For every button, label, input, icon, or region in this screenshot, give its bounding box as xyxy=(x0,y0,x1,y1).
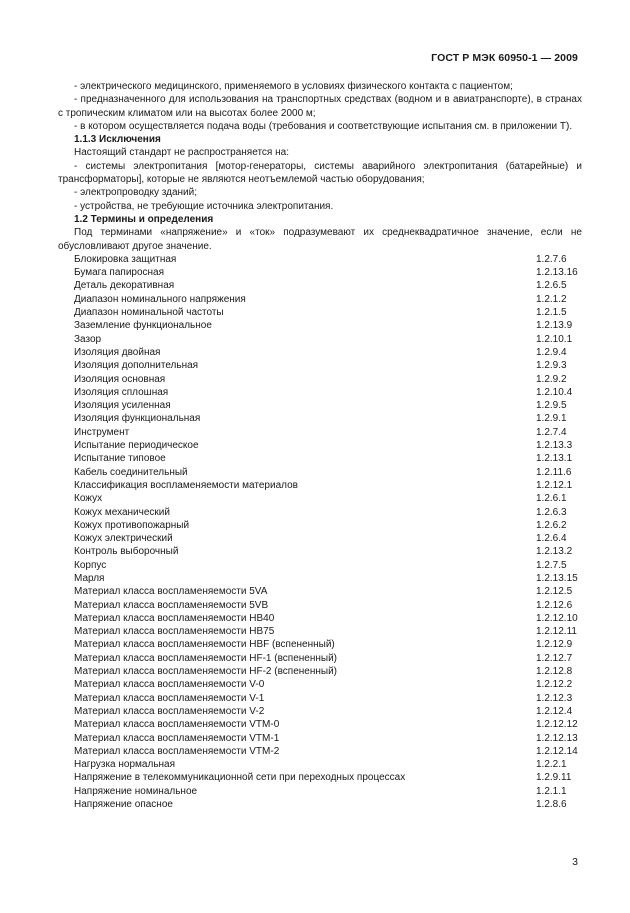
term-row xyxy=(58,545,582,558)
term-reference: 1.2.13.2 xyxy=(536,546,573,558)
term-reference: 1.2.12.4 xyxy=(536,705,573,717)
intro-paragraph-2: - предназначенного для использования на транспортных средствах (водном и в авиатранспорте), в странах с тропическим климатом или на высотах более 2000 м; xyxy=(58,94,582,119)
term-reference: 1.2.9.1 xyxy=(536,413,567,425)
term-row xyxy=(58,638,582,651)
term-name: Бумага папиросная xyxy=(74,267,165,279)
term-name: Материал класса воспламеняемости HB40 xyxy=(74,612,275,624)
term-name: Инструмент xyxy=(74,426,130,438)
page-number: 3 xyxy=(572,856,578,868)
term-row xyxy=(58,758,582,771)
term-row xyxy=(58,492,582,505)
term-row xyxy=(58,439,582,452)
intro-paragraph-1: - электрического медицинского, применяемого в условиях физического контакта с пациентом; xyxy=(74,81,513,92)
term-name: Материал класса воспламеняемости V-2 xyxy=(74,705,265,717)
term-reference: 1.2.12.14 xyxy=(536,745,578,757)
term-reference: 1.2.11.6 xyxy=(536,466,572,478)
term-reference: 1.2.9.4 xyxy=(536,346,567,358)
term-row xyxy=(58,426,582,439)
term-name: Диапазон номинального напряжения xyxy=(74,293,246,305)
term-name: Материал класса воспламеняемости VTM-0 xyxy=(74,719,280,731)
term-name: Контроль выборочный xyxy=(74,546,179,558)
term-row xyxy=(58,572,582,585)
term-reference: 1.2.12.8 xyxy=(536,666,573,678)
term-reference: 1.2.9.11 xyxy=(536,772,572,784)
term-name: Материал класса воспламеняемости VTM-2 xyxy=(74,745,280,757)
term-row xyxy=(58,785,582,798)
term-reference: 1.2.6.3 xyxy=(536,506,567,518)
term-row xyxy=(58,798,582,811)
term-row xyxy=(58,705,582,718)
exclusions-paragraph-3: - электропроводку зданий; xyxy=(74,187,197,199)
term-row xyxy=(58,652,582,665)
term-reference: 1.2.10.4 xyxy=(536,386,573,398)
term-name: Материал класса воспламеняемости 5VA xyxy=(74,586,268,598)
term-reference: 1.2.9.3 xyxy=(536,360,567,372)
term-reference: 1.2.13.15 xyxy=(536,572,578,584)
term-reference: 1.2.7.4 xyxy=(536,426,567,438)
term-name: Изоляция основная xyxy=(74,373,166,385)
term-row xyxy=(58,718,582,731)
term-row xyxy=(58,599,582,612)
exclusions-paragraph-2: - системы электропитания [мотор-генераторы, системы аварийного электропитания (батарейные) и трансформаторы], которые не являются неотъемлемой частью оборудования; xyxy=(58,160,582,186)
term-row xyxy=(58,665,582,678)
term-reference: 1.2.12.13 xyxy=(536,732,578,744)
term-row xyxy=(58,506,582,519)
term-reference: 1.2.6.2 xyxy=(536,519,567,531)
term-row xyxy=(58,466,582,479)
term-reference: 1.2.13.16 xyxy=(536,267,578,279)
term-reference: 1.2.13.1 xyxy=(536,453,573,465)
term-reference: 1.2.9.5 xyxy=(536,400,567,412)
term-reference: 1.2.2.1 xyxy=(536,759,567,771)
term-row xyxy=(58,346,582,359)
term-name: Испытание типовое xyxy=(74,453,166,465)
term-name: Напряжение номинальное xyxy=(74,785,198,797)
term-reference: 1.2.7.6 xyxy=(536,253,567,265)
exclusions-paragraph-1: Настоящий стандарт не распространяется на: xyxy=(74,147,289,159)
term-reference: 1.2.10.1 xyxy=(536,333,573,345)
term-row xyxy=(58,732,582,745)
term-name: Материал класса воспламеняемости HF-1 (вспененный) xyxy=(74,652,337,664)
term-row xyxy=(58,319,582,332)
term-reference: 1.2.13.9 xyxy=(536,320,573,332)
term-name: Нагрузка нормальная xyxy=(74,759,176,771)
term-name: Диапазон номинальной частоты xyxy=(74,307,224,319)
term-reference: 1.2.1.2 xyxy=(536,293,567,305)
section-heading-terms: 1.2 Термины и определения xyxy=(74,213,214,225)
term-reference: 1.2.7.5 xyxy=(536,559,567,571)
terms-intro-paragraph: Под терминами «напряжение» и «ток» подразумевают их среднеквадратичное значение, если не обусловливают другое значение. xyxy=(58,227,582,252)
term-row xyxy=(58,519,582,532)
term-name: Корпус xyxy=(74,559,107,571)
term-reference: 1.2.12.10 xyxy=(536,612,578,624)
term-reference: 1.2.13.3 xyxy=(536,440,573,452)
term-reference: 1.2.9.2 xyxy=(536,373,567,385)
term-reference: 1.2.12.9 xyxy=(536,639,573,651)
term-row xyxy=(58,771,582,784)
term-row xyxy=(58,532,582,545)
term-row xyxy=(58,306,582,319)
term-row xyxy=(58,399,582,412)
term-reference: 1.2.1.5 xyxy=(536,307,567,319)
terms-index-list xyxy=(58,253,582,811)
term-row xyxy=(58,692,582,705)
term-row xyxy=(58,559,582,572)
term-reference: 1.2.12.7 xyxy=(536,652,573,664)
term-name: Изоляция сплошная xyxy=(74,386,169,398)
term-row xyxy=(58,386,582,399)
term-row xyxy=(58,625,582,638)
term-row xyxy=(58,585,582,598)
term-reference: 1.2.12.2 xyxy=(536,679,573,691)
term-row xyxy=(58,745,582,758)
term-name: Изоляция дополнительная xyxy=(74,360,199,372)
term-name: Блокировка защитная xyxy=(74,253,177,265)
term-name: Кожух xyxy=(74,493,103,505)
term-row xyxy=(58,452,582,465)
term-row xyxy=(58,412,582,425)
term-reference: 1.2.12.3 xyxy=(536,692,573,704)
term-row xyxy=(58,373,582,386)
term-name: Испытание периодическое xyxy=(74,440,199,452)
intro-paragraph-3: - в котором осуществляется подача воды (требования и соответствующие испытания см. в приложении Т). xyxy=(74,120,573,132)
term-reference: 1.2.12.11 xyxy=(536,626,577,638)
term-reference: 1.2.6.5 xyxy=(536,280,567,292)
term-name: Зазор xyxy=(74,333,102,345)
term-reference: 1.2.12.12 xyxy=(536,719,578,731)
term-name: Изоляция усиленная xyxy=(74,400,171,412)
term-row xyxy=(58,359,582,372)
term-name: Классификация воспламеняемости материалов xyxy=(74,479,298,491)
term-reference: 1.2.12.1 xyxy=(536,479,573,491)
term-reference: 1.2.8.6 xyxy=(536,799,567,811)
term-name: Материал класса воспламеняемости V-1 xyxy=(74,692,265,704)
term-name: Напряжение опасное xyxy=(74,799,173,811)
term-row xyxy=(58,612,582,625)
term-row xyxy=(58,253,582,266)
term-name: Кабель соединительный xyxy=(74,466,188,478)
page-content xyxy=(58,80,582,811)
term-name: Материал класса воспламеняемости V-0 xyxy=(74,679,265,691)
term-row xyxy=(58,333,582,346)
term-row xyxy=(58,266,582,279)
document-header: ГОСТ Р МЭК 60950-1 — 2009 xyxy=(431,52,578,64)
section-heading-exclusions: 1.1.3 Исключения xyxy=(74,134,161,146)
exclusions-paragraph-4: - устройства, не требующие источника электропитания. xyxy=(74,200,334,212)
term-name: Кожух механический xyxy=(74,506,170,518)
term-name: Кожух электрический xyxy=(74,533,173,545)
term-name: Изоляция двойная xyxy=(74,346,161,358)
term-name: Материал класса воспламеняемости HB75 xyxy=(74,626,275,638)
term-name: Материал класса воспламеняемости VTM-1 xyxy=(74,732,280,744)
term-name: Заземление функциональное xyxy=(74,320,212,332)
term-row xyxy=(58,678,582,691)
term-name: Материал класса воспламеняемости HF-2 (вспененный) xyxy=(74,666,337,678)
term-reference: 1.2.6.4 xyxy=(536,533,567,545)
term-name: Деталь декоративная xyxy=(74,280,175,292)
term-name: Кожух противопожарный xyxy=(74,519,190,531)
term-reference: 1.2.1.1 xyxy=(536,785,567,797)
term-reference: 1.2.12.6 xyxy=(536,599,573,611)
term-name: Изоляция функциональная xyxy=(74,413,201,425)
term-name: Напряжение в телекоммуникационной сети при переходных процессах xyxy=(74,772,406,784)
term-name: Марля xyxy=(74,572,105,584)
term-name: Материал класса воспламеняемости HBF (вспененный) xyxy=(74,639,335,651)
term-row xyxy=(58,293,582,306)
term-row xyxy=(58,479,582,492)
term-name: Материал класса воспламеняемости 5VB xyxy=(74,599,269,611)
term-reference: 1.2.12.5 xyxy=(536,586,573,598)
term-row xyxy=(58,279,582,292)
term-reference: 1.2.6.1 xyxy=(536,493,567,505)
